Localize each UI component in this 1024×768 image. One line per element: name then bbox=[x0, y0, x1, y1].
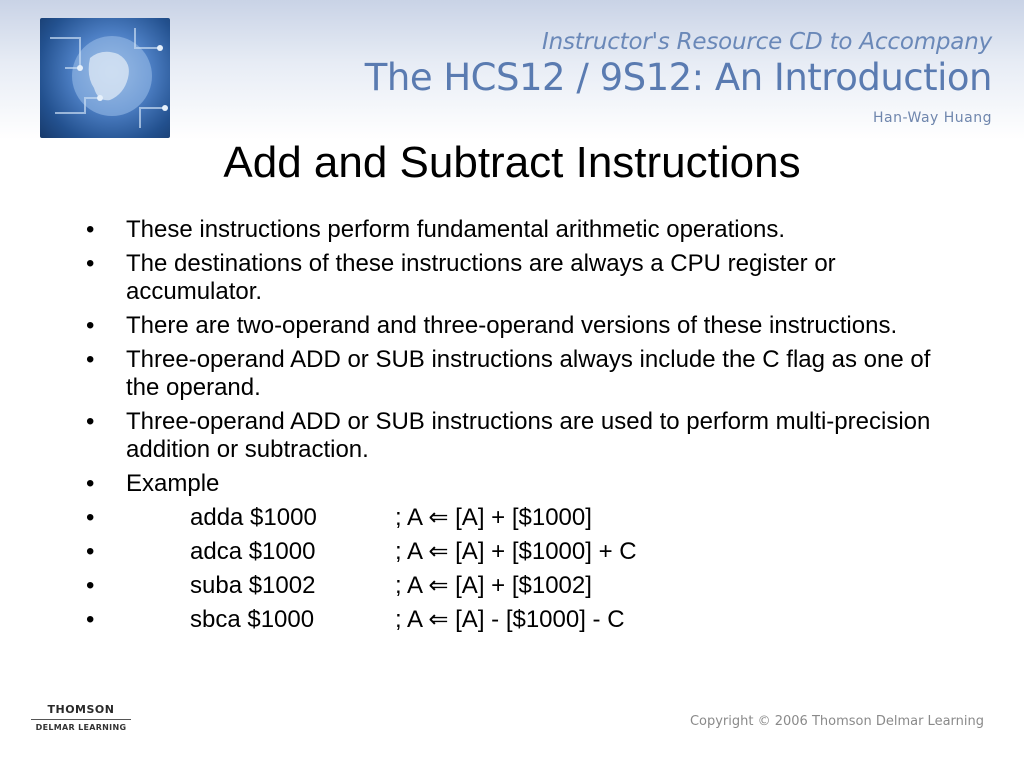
publisher-logo-rule bbox=[31, 719, 131, 720]
code-example-line bbox=[86, 572, 946, 600]
bullet-list bbox=[86, 216, 946, 640]
bullet-marker: • bbox=[86, 504, 95, 531]
code-row bbox=[126, 504, 946, 532]
bullet-marker: • bbox=[86, 470, 95, 497]
code-example-line bbox=[86, 606, 946, 634]
code-row bbox=[126, 538, 946, 566]
code-row bbox=[126, 606, 946, 634]
bullet-text: Three-operand ADD or SUB instructions are used to perform multi-precision addition or subtraction. bbox=[126, 408, 931, 463]
bullet-item bbox=[86, 408, 946, 464]
code-example-line bbox=[86, 504, 946, 532]
bullet-item bbox=[86, 216, 946, 244]
bullet-marker: • bbox=[86, 606, 95, 633]
globe-circuit-icon bbox=[40, 18, 170, 138]
bullet-text: There are two-operand and three-operand versions of these instructions. bbox=[126, 312, 898, 339]
code-row bbox=[126, 572, 946, 600]
bullet-marker: • bbox=[86, 312, 95, 339]
bullet-item bbox=[86, 312, 946, 340]
bullet-marker: • bbox=[86, 216, 95, 243]
bullet-item bbox=[86, 470, 946, 498]
publisher-name: THOMSON bbox=[47, 703, 115, 716]
code-comment: ; A ⇐ [A] + [$1002] bbox=[395, 572, 592, 599]
slide-title: Add and Subtract Instructions bbox=[223, 138, 801, 187]
bullet-marker: • bbox=[86, 250, 95, 277]
bullet-text: Three-operand ADD or SUB instructions always include the C flag as one of the operand. bbox=[126, 346, 931, 401]
code-comment: ; A ⇐ [A] + [$1000] + C bbox=[395, 538, 637, 565]
code-comment: ; A ⇐ [A] - [$1000] - C bbox=[395, 606, 625, 633]
bullet-marker: • bbox=[86, 346, 95, 373]
bullet-marker: • bbox=[86, 572, 95, 599]
bullet-marker: • bbox=[86, 538, 95, 565]
cover-art-globe-image bbox=[40, 18, 170, 138]
bullet-item bbox=[86, 250, 946, 306]
bullet-text: Example bbox=[126, 470, 220, 497]
code-instruction: suba $1002 bbox=[190, 572, 316, 599]
header-author: Han-Way Huang bbox=[873, 110, 992, 126]
bullet-text: These instructions perform fundamental arithmetic operations. bbox=[126, 216, 785, 243]
code-instruction: sbca $1000 bbox=[190, 606, 315, 633]
publisher-logo bbox=[26, 703, 136, 739]
header-book-title: The HCS12 / 9S12: An Introduction bbox=[364, 56, 992, 99]
bullet-marker: • bbox=[86, 408, 95, 435]
publisher-subname: DELMAR LEARNING bbox=[35, 723, 127, 732]
code-example-line bbox=[86, 538, 946, 566]
code-instruction: adca $1000 bbox=[190, 538, 316, 565]
header-resource-subtitle: Instructor's Resource CD to Accompany bbox=[542, 29, 992, 55]
copyright-notice: Copyright © 2006 Thomson Delmar Learning bbox=[689, 714, 984, 729]
code-comment: ; A ⇐ [A] + [$1000] bbox=[395, 504, 592, 531]
code-instruction: adda $1000 bbox=[190, 504, 317, 531]
bullet-text: The destinations of these instructions are always a CPU register or accumulator. bbox=[126, 250, 836, 305]
bullet-item bbox=[86, 346, 946, 402]
